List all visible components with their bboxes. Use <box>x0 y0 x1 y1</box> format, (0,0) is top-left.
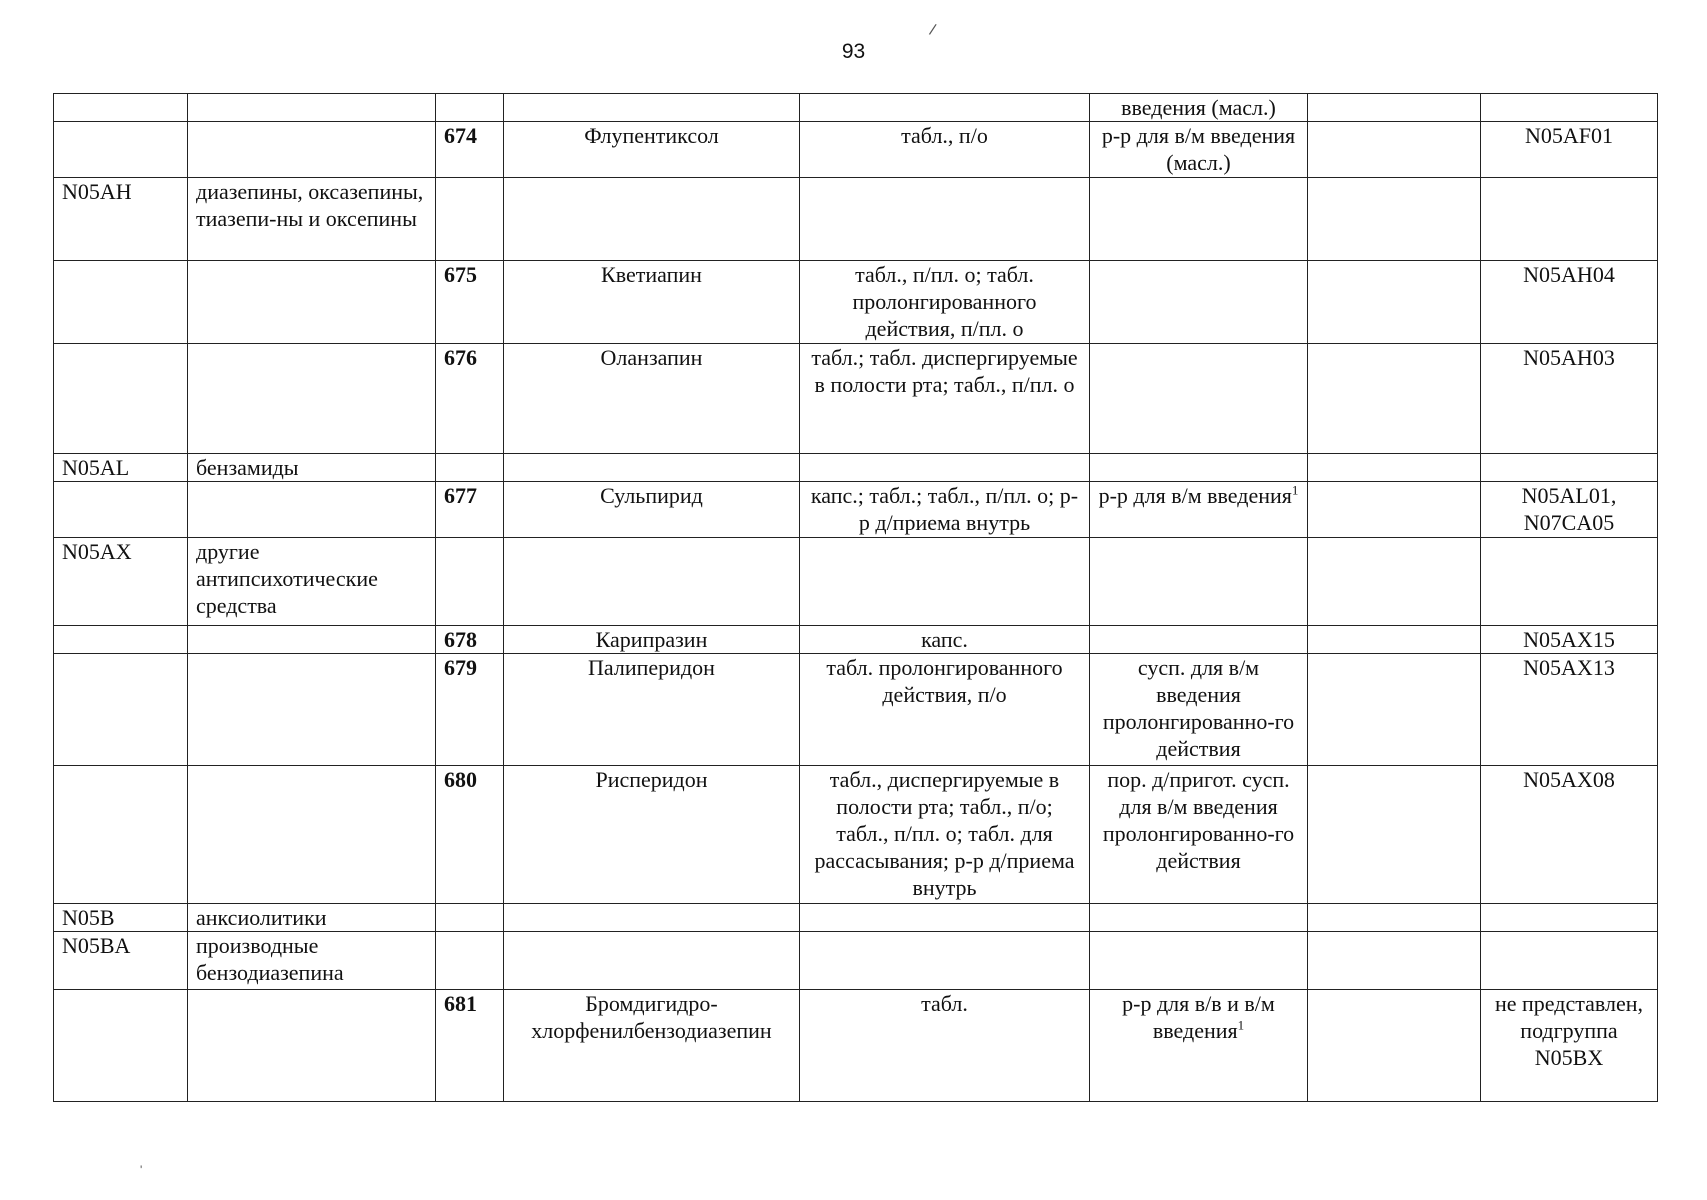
dosage-form-cell <box>800 178 1090 261</box>
item-number-text: 676 <box>444 345 477 370</box>
atc-code-cell <box>54 766 188 904</box>
group-name-text: производные бензодиазепина <box>196 933 344 985</box>
parenteral-form-cell <box>1090 94 1308 122</box>
dosage-form-cell <box>800 538 1090 626</box>
drug-name-cell <box>504 344 800 454</box>
table-row <box>54 990 1658 1102</box>
extra-column-cell <box>1308 261 1481 344</box>
atc-reference-text: N05AX08 <box>1523 767 1615 792</box>
parenteral-form-cell <box>1090 482 1308 538</box>
item-number-cell <box>436 178 504 261</box>
group-name-cell <box>188 654 436 766</box>
item-number-text: 677 <box>444 483 477 508</box>
extra-column-cell <box>1308 904 1481 932</box>
atc-reference-cell <box>1481 344 1658 454</box>
item-number-cell <box>436 94 504 122</box>
dosage-form-text: табл.; табл. диспергируемые в полости рта; табл., п/пл. о <box>811 345 1078 397</box>
atc-reference-cell <box>1481 990 1658 1102</box>
atc-reference-cell <box>1481 766 1658 904</box>
table-row <box>54 344 1658 454</box>
drug-name-text: Сульпирид <box>600 483 703 508</box>
item-number-text: 674 <box>444 123 477 148</box>
drug-name-cell <box>504 990 800 1102</box>
extra-column-cell <box>1308 766 1481 904</box>
atc-reference-text: N05AL01, N07CA05 <box>1521 483 1617 535</box>
table-row <box>54 654 1658 766</box>
parenteral-form-cell <box>1090 766 1308 904</box>
drug-name-text: Кветиапин <box>601 262 702 287</box>
drug-name-text: Флупентиксол <box>584 123 719 148</box>
parenteral-form-text: р-р для в/м введения (масл.) <box>1101 123 1296 175</box>
parenteral-form-cell <box>1090 344 1308 454</box>
table-row <box>54 261 1658 344</box>
table-row <box>54 626 1658 654</box>
dosage-form-text: капс.; табл.; табл., п/пл. о; р-р д/приема внутрь <box>810 483 1079 535</box>
footnote-mark: 1 <box>1291 482 1299 498</box>
parenteral-form-cell <box>1090 654 1308 766</box>
dosage-form-cell <box>800 932 1090 990</box>
table-body <box>54 94 1658 1102</box>
group-name-cell <box>188 626 436 654</box>
atc-code-text: N05AH <box>62 179 132 204</box>
parenteral-form-cell <box>1090 178 1308 261</box>
table-row <box>54 538 1658 626</box>
atc-code-cell <box>54 122 188 178</box>
parenteral-form-text: р-р для в/м введения <box>1098 483 1292 508</box>
atc-reference-cell <box>1481 94 1658 122</box>
atc-reference-cell <box>1481 482 1658 538</box>
table-row <box>54 94 1658 122</box>
table-row <box>54 178 1658 261</box>
group-name-cell <box>188 344 436 454</box>
page-number: 93 <box>841 40 866 63</box>
group-name-cell <box>188 482 436 538</box>
group-name-text: анксиолитики <box>196 905 327 930</box>
drug-name-text: Бромдигидро-хлорфенилбензодиазепин <box>531 991 772 1043</box>
table-row <box>54 904 1658 932</box>
atc-reference-cell <box>1481 654 1658 766</box>
drug-name-cell <box>504 482 800 538</box>
dosage-form-cell <box>800 122 1090 178</box>
drug-name-cell <box>504 454 800 482</box>
atc-reference-cell <box>1481 626 1658 654</box>
group-name-text: диазепины, оксазепины, тиазепи-ны и оксепины <box>196 179 424 231</box>
dosage-form-cell <box>800 766 1090 904</box>
atc-reference-cell <box>1481 122 1658 178</box>
atc-code-cell <box>54 990 188 1102</box>
drug-name-cell <box>504 122 800 178</box>
drug-name-text: Оланзапин <box>600 345 703 370</box>
parenteral-form-cell <box>1090 904 1308 932</box>
drug-name-text: Карипразин <box>595 627 708 652</box>
item-number-text: 681 <box>444 991 477 1016</box>
dosage-form-cell <box>800 904 1090 932</box>
item-number-cell <box>436 990 504 1102</box>
table-row <box>54 766 1658 904</box>
atc-code-cell <box>54 261 188 344</box>
item-number-cell <box>436 626 504 654</box>
drug-name-cell <box>504 654 800 766</box>
extra-column-cell <box>1308 122 1481 178</box>
group-name-cell <box>188 538 436 626</box>
atc-code-cell <box>54 932 188 990</box>
atc-reference-text: N05AX13 <box>1523 655 1615 680</box>
dosage-form-cell <box>800 654 1090 766</box>
group-name-cell <box>188 178 436 261</box>
item-number-cell <box>436 766 504 904</box>
parenteral-form-cell <box>1090 261 1308 344</box>
extra-column-cell <box>1308 538 1481 626</box>
atc-code-cell <box>54 904 188 932</box>
parenteral-form-cell <box>1090 538 1308 626</box>
table-row <box>54 122 1658 178</box>
drug-name-cell <box>504 626 800 654</box>
table-row <box>54 932 1658 990</box>
dosage-form-cell <box>800 626 1090 654</box>
table-row <box>54 454 1658 482</box>
atc-reference-text: N05AH04 <box>1523 262 1615 287</box>
atc-code-cell <box>54 178 188 261</box>
atc-code-cell <box>54 344 188 454</box>
atc-code-text: N05B <box>62 905 115 930</box>
scan-speck: ' <box>140 1163 143 1177</box>
drug-name-text: Рисперидон <box>595 767 708 792</box>
dosage-form-text: табл. пролонгированного действия, п/о <box>826 655 1063 707</box>
item-number-cell <box>436 932 504 990</box>
atc-code-cell <box>54 94 188 122</box>
atc-code-cell <box>54 538 188 626</box>
extra-column-cell <box>1308 654 1481 766</box>
atc-reference-cell <box>1481 538 1658 626</box>
table-row <box>54 482 1658 538</box>
pen-mark: / <box>927 21 938 40</box>
group-name-cell <box>188 454 436 482</box>
parenteral-form-cell <box>1090 932 1308 990</box>
parenteral-form-cell <box>1090 454 1308 482</box>
group-name-text: бензамиды <box>196 455 299 480</box>
item-number-cell <box>436 261 504 344</box>
drug-name-cell <box>504 538 800 626</box>
drug-name-cell <box>504 766 800 904</box>
parenteral-form-cell <box>1090 122 1308 178</box>
dosage-form-cell <box>800 482 1090 538</box>
dosage-form-text: табл., п/пл. о; табл. пролонгированного действия, п/пл. о <box>852 262 1037 341</box>
parenteral-form-cell <box>1090 990 1308 1102</box>
item-number-text: 679 <box>444 655 477 680</box>
atc-code-cell <box>54 482 188 538</box>
item-number-text: 680 <box>444 767 477 792</box>
drug-name-text: Палиперидон <box>588 655 715 680</box>
parenteral-form-text: сусп. для в/м введения пролонгированно-го действия <box>1102 655 1295 761</box>
item-number-cell <box>436 122 504 178</box>
dosage-form-text: капс. <box>921 627 968 652</box>
dosage-form-cell <box>800 454 1090 482</box>
dosage-form-cell <box>800 261 1090 344</box>
drug-name-cell <box>504 932 800 990</box>
atc-reference-cell <box>1481 454 1658 482</box>
group-name-cell <box>188 261 436 344</box>
group-name-cell <box>188 990 436 1102</box>
drug-name-cell <box>504 904 800 932</box>
parenteral-form-text: р-р для в/в и в/м введения <box>1122 991 1275 1043</box>
footnote-mark: 1 <box>1237 1017 1245 1033</box>
extra-column-cell <box>1308 482 1481 538</box>
atc-reference-text: N05AX15 <box>1523 627 1615 652</box>
atc-reference-cell <box>1481 178 1658 261</box>
atc-reference-cell <box>1481 904 1658 932</box>
atc-reference-text: не представлен, подгруппа N05BX <box>1494 991 1643 1070</box>
extra-column-cell <box>1308 94 1481 122</box>
group-name-cell <box>188 932 436 990</box>
parenteral-form-cell <box>1090 626 1308 654</box>
atc-code-cell <box>54 654 188 766</box>
dosage-form-text: табл., п/о <box>901 123 988 148</box>
item-number-cell <box>436 454 504 482</box>
extra-column-cell <box>1308 454 1481 482</box>
item-number-text: 678 <box>444 627 477 652</box>
dosage-form-text: табл. <box>921 991 968 1016</box>
group-name-cell <box>188 94 436 122</box>
atc-reference-text: N05AF01 <box>1524 123 1613 148</box>
dosage-form-cell <box>800 990 1090 1102</box>
atc-reference-cell <box>1481 932 1658 990</box>
drug-name-cell <box>504 94 800 122</box>
extra-column-cell <box>1308 626 1481 654</box>
extra-column-cell <box>1308 344 1481 454</box>
drug-table <box>53 93 1658 1102</box>
group-name-text: другие антипсихотические средства <box>196 539 378 618</box>
item-number-cell <box>436 538 504 626</box>
drug-name-cell <box>504 178 800 261</box>
extra-column-cell <box>1308 932 1481 990</box>
group-name-cell <box>188 904 436 932</box>
group-name-cell <box>188 122 436 178</box>
dosage-form-cell <box>800 344 1090 454</box>
item-number-cell <box>436 654 504 766</box>
atc-code-text: N05AL <box>62 455 130 480</box>
extra-column-cell <box>1308 990 1481 1102</box>
atc-code-text: N05BA <box>62 933 131 958</box>
group-name-cell <box>188 766 436 904</box>
item-number-cell <box>436 904 504 932</box>
parenteral-form-text: пор. д/пригот. сусп. для в/м введения пролонгированно-го действия <box>1102 767 1295 873</box>
item-number-cell <box>436 344 504 454</box>
item-number-text: 675 <box>444 262 477 287</box>
parenteral-form-text: введения (масл.) <box>1121 95 1276 120</box>
atc-code-text: N05AX <box>62 539 132 564</box>
atc-code-cell <box>54 626 188 654</box>
drug-name-cell <box>504 261 800 344</box>
dosage-form-text: табл., диспергируемые в полости рта; табл., п/о; табл., п/пл. о; табл. для рассасывания; р-р д/приема внутрь <box>814 767 1075 900</box>
atc-reference-text: N05AH03 <box>1523 345 1615 370</box>
dosage-form-cell <box>800 94 1090 122</box>
extra-column-cell <box>1308 178 1481 261</box>
atc-code-cell <box>54 454 188 482</box>
atc-reference-cell <box>1481 261 1658 344</box>
item-number-cell <box>436 482 504 538</box>
